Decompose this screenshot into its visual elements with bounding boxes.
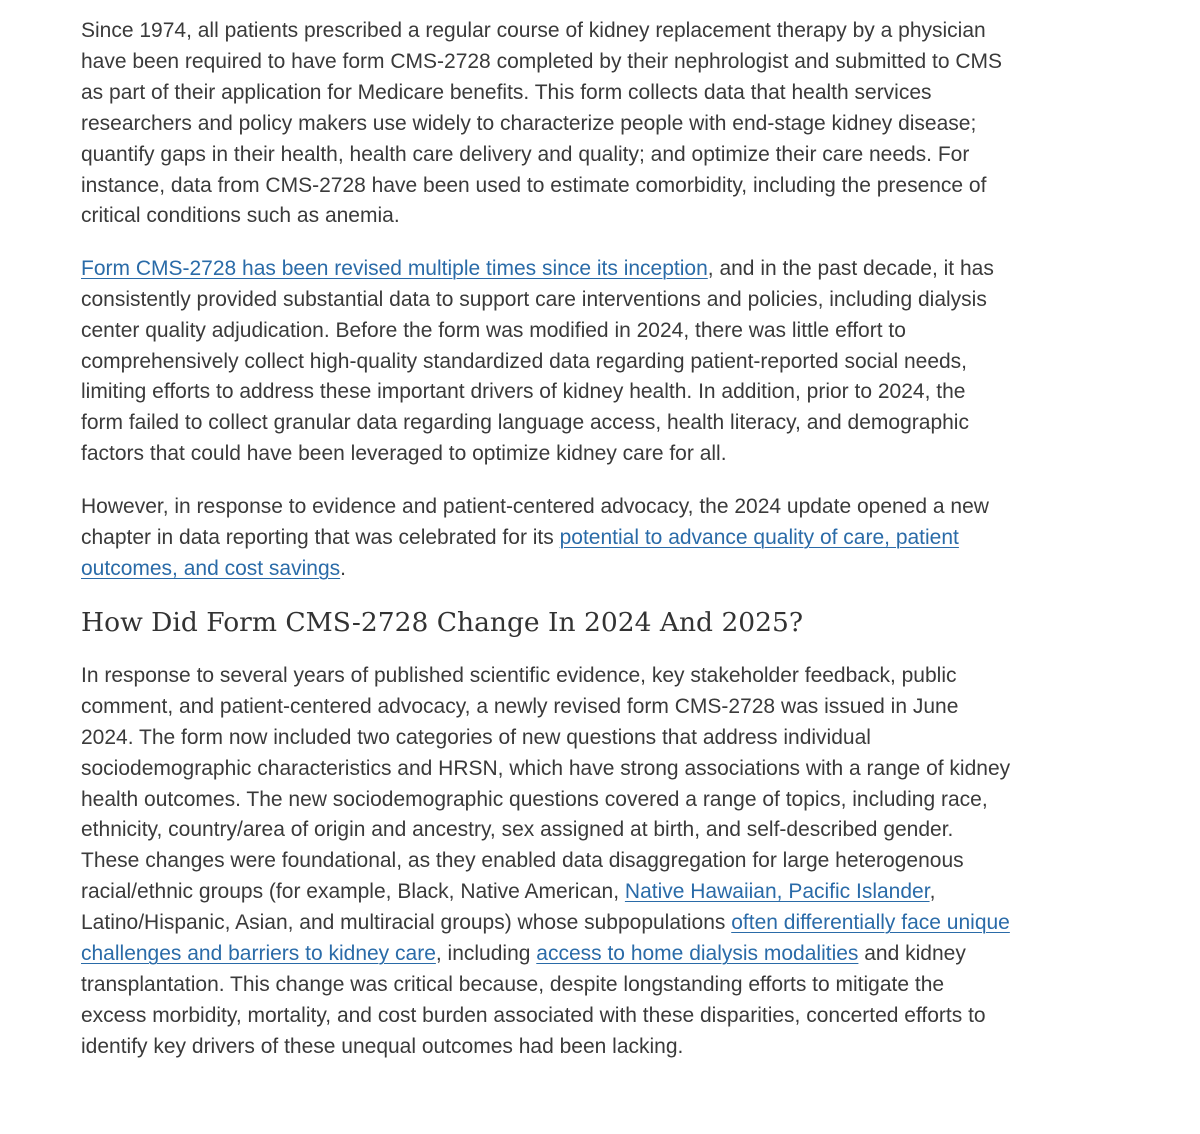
article-body [81, 16, 1011, 1084]
paragraph-revisions-text: , and in the past decade, it has consistently provided substantial data to support care interventions and policies, including dialysis center quality adjudication. Before the form was modified in 2024, there was little effort to comprehensively collect high-quality standardized data regarding patient-reported social needs, limiting efforts to address these important drivers of kidney health. In addition, prior to 2024, the form failed to collect granular data regarding language access, health literacy, and demographic factors that could have been leveraged to optimize kidney care for all. [81, 256, 994, 466]
paragraph-2024-update-end: . [340, 556, 346, 580]
section-heading: How Did Form CMS-2728 Change In 2024 And 2025? [81, 606, 804, 638]
paragraph-revisions [81, 254, 1011, 470]
paragraph-new-questions [81, 661, 1011, 1063]
paragraph-new-questions-text-3: , including [435, 942, 537, 966]
paragraph-2024-update-text: However, in response to evidence and patient-centered advocacy, the 2024 update opened a new chapter in data reporting that was celebrated for its [81, 494, 989, 549]
paragraph-history: Since 1974, all patients prescribed a regular course of kidney replacement therapy by a physician have been required to have form CMS-2728 completed by their nephrologist and submitted to CMS as part of their application for Medicare benefits. This form collects data that health services researchers and policy makers use widely to characterize people with end-stage kidney disease; quantify gaps in their health, health care delivery and quality; and optimize their care needs. For instance, data from CMS-2728 have been used to estimate comorbidity, including the presence of critical conditions such as anemia. [81, 19, 1003, 228]
paragraph-new-questions-text-4: and kidney transplantation. This change was critical because, despite longstanding efforts to mitigate the excess morbidity, mortality, and cost burden associated with these disparities, concerted efforts to identify key drivers of these unequal outcomes had been lacking. [81, 942, 986, 1058]
link-unique-challenges-barriers[interactable]: often differentially face unique challenges and barriers to kidney care [81, 911, 1010, 966]
link-potential-quality-of-care[interactable]: potential to advance quality of care, patient outcomes, and cost savings [81, 525, 959, 580]
paragraph-new-questions-text-2: , Latino/Hispanic, Asian, and multiracial groups) whose subpopulations [81, 880, 936, 935]
link-native-hawaiian-pacific-islander[interactable]: Native Hawaiian, Pacific Islander [624, 880, 930, 904]
link-home-dialysis-access[interactable]: access to home dialysis modalities [536, 942, 859, 966]
link-form-revised-history[interactable]: Form CMS-2728 has been revised multiple times since its inception [81, 256, 708, 280]
paragraph-new-questions-text-1: In response to several years of published scientific evidence, key stakeholder feedback, public comment, and patient-centered advocacy, a newly revised form CMS-2728 was issued in June 2024. The form now included two categories of new questions that address individual sociodemographic characteristics and HRSN, which have strong associations with a range of kidney health outcomes. The new sociodemographic questions covered a range of topics, including race, ethnicity, country/area of origin and ancestry, sex assigned at birth, and self-described gender. These changes were foundational, as they enabled data disaggregation for large heterogenous racial/ethnic groups (for example, Black, Native American, [81, 663, 1011, 904]
paragraph-2024-update [81, 492, 1011, 585]
